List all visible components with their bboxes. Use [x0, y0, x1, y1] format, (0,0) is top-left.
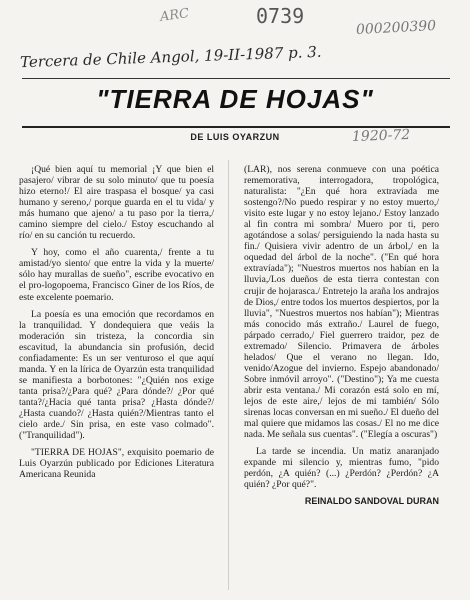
column-divider — [228, 160, 229, 590]
paragraph: (LAR), nos serena conmueve con una poética rememorativa, interrogadora, tropológica, naturalista: "¿En qué hora extravíada me sostengo?/No puedo respirar y no estoy muerto,/ visito este lugar y no estoy lejano./ Estoy lanzado al fin contra mi sombra/ Muero por ti, pero agotándose a solas/ persiguiendo la nada hasta su fin./ Quisiera vivir adentro de un árbol,/ en la oquedad del árbol de la noche". ("En qué hora extravíada"); "Nuestros muertos nos habían en la lluvia,/Los dueños de esta tierra contestan con crujir de hojarasca./ Entretejo la araña los andrajos de Dios,/ entre todos los muertos despiertos, por la lluvia", "Nuestros muertos nos habían"); Mientras más conocido más extraño./ Laurel de fuego, párpado cerrado,/ Fiel guerrero traidor, pez de extremado/ Silencio. Primavera de árboles helados/ Que el verano no llegan. Ido, venido/Azogue del invierno. Espejo abandonado/ Sobre inmóvil arroyo". ("Destino"); Ya me cuesta abrir esta ventana./ Mi corazón está solo en mí, lejos de este aire,/ lejos de mi también/ Sólo sirenas locas conversan en mi sueño./ El dueño del mal quiere que midamos las cosas./ El no me dice nada. Me señala sus cuentas". ("Elegía a oscuras") — [244, 164, 439, 441]
article-column-left — [19, 164, 214, 486]
archive-number: 0739 — [256, 4, 305, 28]
paragraph: "TIERRA DE HOJAS", exquisito poemario de Luis Oyarzún publicado por Ediciones Literatura Americana Reunida — [19, 447, 214, 481]
paragraph: ¡Qué bien aquí tu memorial ¡Y que bien el pasajero/ vibrar de su solo minuto/ que tu poesía hizo eterno!/ El aire traspasa el bosque/ ya casi humano y sereno,/ porque guarda en el tu vida/ y más humano que ajeno/ a tu paso por la tierra,/ camino siempre del cielo./ Estoy escuchando al río/ en su canción tu recuerdo. — [19, 164, 214, 242]
handwritten-source-note: Tercera de Chile Angol, 19-II-1987 p. 3. — [19, 42, 322, 72]
archive-code: 000200390 — [355, 17, 437, 39]
article-column-right — [244, 164, 439, 513]
author-signature: REINALDO SANDOVAL DURAN — [304, 496, 439, 507]
paragraph: Y hoy, como el año cuarenta,/ frente a tu amistad/yo siento/ que entre la vida y la muerte/ sólo hay murallas de sueño", escribe evocativo en el pro-logopoema, Francisco Giner de los Ríos, de este excelente poemario. — [19, 247, 214, 303]
article-byline: DE LUIS OYARZUN — [190, 132, 280, 142]
handwritten-note: 1920-72 — [351, 126, 411, 146]
paragraph: La tarde se incendia. Un matiz anaranjado expande mi silencio y, mientras fumo, "pido perdón, ¿A quién? (...) ¿Perdón? ¿Perdón? ¿A quién? ¿Por qué?". — [244, 446, 439, 491]
article-title: "TIERRA DE HOJAS" — [96, 84, 374, 114]
archive-stamp: ARC — [159, 6, 191, 25]
title-rule-top — [22, 78, 450, 79]
paragraph: La poesía es una emoción que recordamos en la tranquilidad. Y dondequiera que veáis la moderación sin tristeza, la concordia sin escavitud, la abundancia sin profusión, decid confiadamente: Es un ser venturoso el que aquí manda. Y en la lírica de Oyarzún esta tranquilidad se manifiesta a borbotones: "¿Quién nos exige tanta prisa?/¿Para qué? ¿Para dónde?/ ¿Por qué tanta?/¿Hacia qué tanta prisa? ¿Hasta dónde?/¿Hasta cuando?/ ¿Hasta quién?/Mientras tanto el cielo arde./ Sin prisa, en este vaso colmado". ("Tranquilidad"). — [19, 308, 214, 442]
